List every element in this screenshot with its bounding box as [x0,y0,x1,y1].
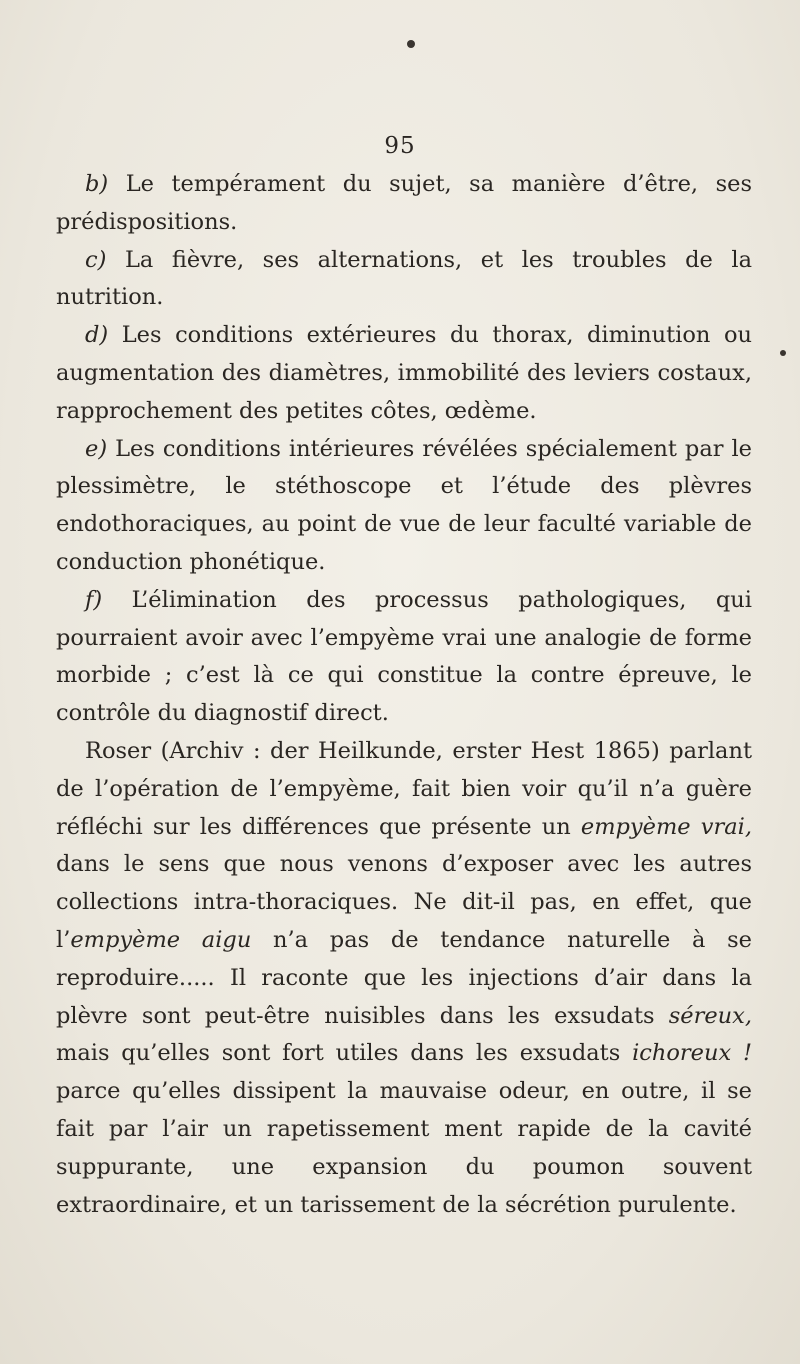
paragraph-roser [56,733,752,1224]
item-label: e) [85,435,108,462]
ink-speck [407,40,415,48]
paragraph-text: Les conditions extérieures du thorax, diminution ou augmentation des diamètres, immobilité des leviers costaux, rapprochement des petites côtes, œdème. [56,322,752,424]
emphasis: ichoreux ! [632,1040,753,1067]
paragraph-text: Le tempérament du sujet, sa manière d’être, ses prédispositions. [56,171,752,235]
text-run: parce qu’elles dissipent la mauvaise odeur, en outre, il se fait par l’air un rapetissement ment rapide de la cavité suppurante, une expansion du poumon souvent extraordinaire, et un tarissement de la sécrétion purulente. [56,1078,752,1218]
paragraph-c [56,242,752,318]
page-number: 95 [384,133,416,159]
paragraph-b [56,166,752,242]
emphasis: empyème vrai, [580,813,752,840]
text-run: dans le sens que nous venons d’exposer avec les autres collections intra-thoraciques. Ne dit-il pas, en effet, que l’ [56,851,752,953]
paragraph-e [56,431,752,582]
paragraph-text: Les conditions intérieures révélées spécialement par le plessimètre, le stéthoscope et l’étude des plèvres endothoraciques, au point de vue de leur faculté variable de conduction phonétique. [56,435,752,575]
emphasis: séreux, [668,1002,752,1029]
text-run: n’a pas de tendance naturelle à se reproduire..... Il raconte que les injections d’air dans la plèvre sont peut-être nuisibles dans les exsudats [56,926,752,1029]
text-run: Roser (Archiv : der Heilkunde, erster Hest 1865) parlant de l’opération de l’empyème, fait bien voir qu’il n’a guère réfléchi sur les différences que présente un [56,737,752,840]
ink-speck [780,350,786,356]
paragraph-text: L’élimination des processus pathologiques, qui pourraient avoir avec l’empyème vrai une analogie de forme morbide ; c’est là ce qui constitue la contre épreuve, le contrôle du diagnostif direct. [56,586,752,727]
paragraph-d [56,317,752,430]
item-label: f) [85,586,103,613]
item-label: d) [85,322,109,349]
paragraph-f [56,582,752,733]
emphasis: empyème aigu [70,926,252,953]
paragraph-text: La fièvre, ses alternations, et les troubles de la nutrition. [56,246,752,311]
body-text [56,166,752,1224]
text-run: mais qu’elles sont fort utiles dans les exsudats [56,1040,633,1067]
item-label: b) [85,171,109,197]
item-label: c) [85,246,107,273]
